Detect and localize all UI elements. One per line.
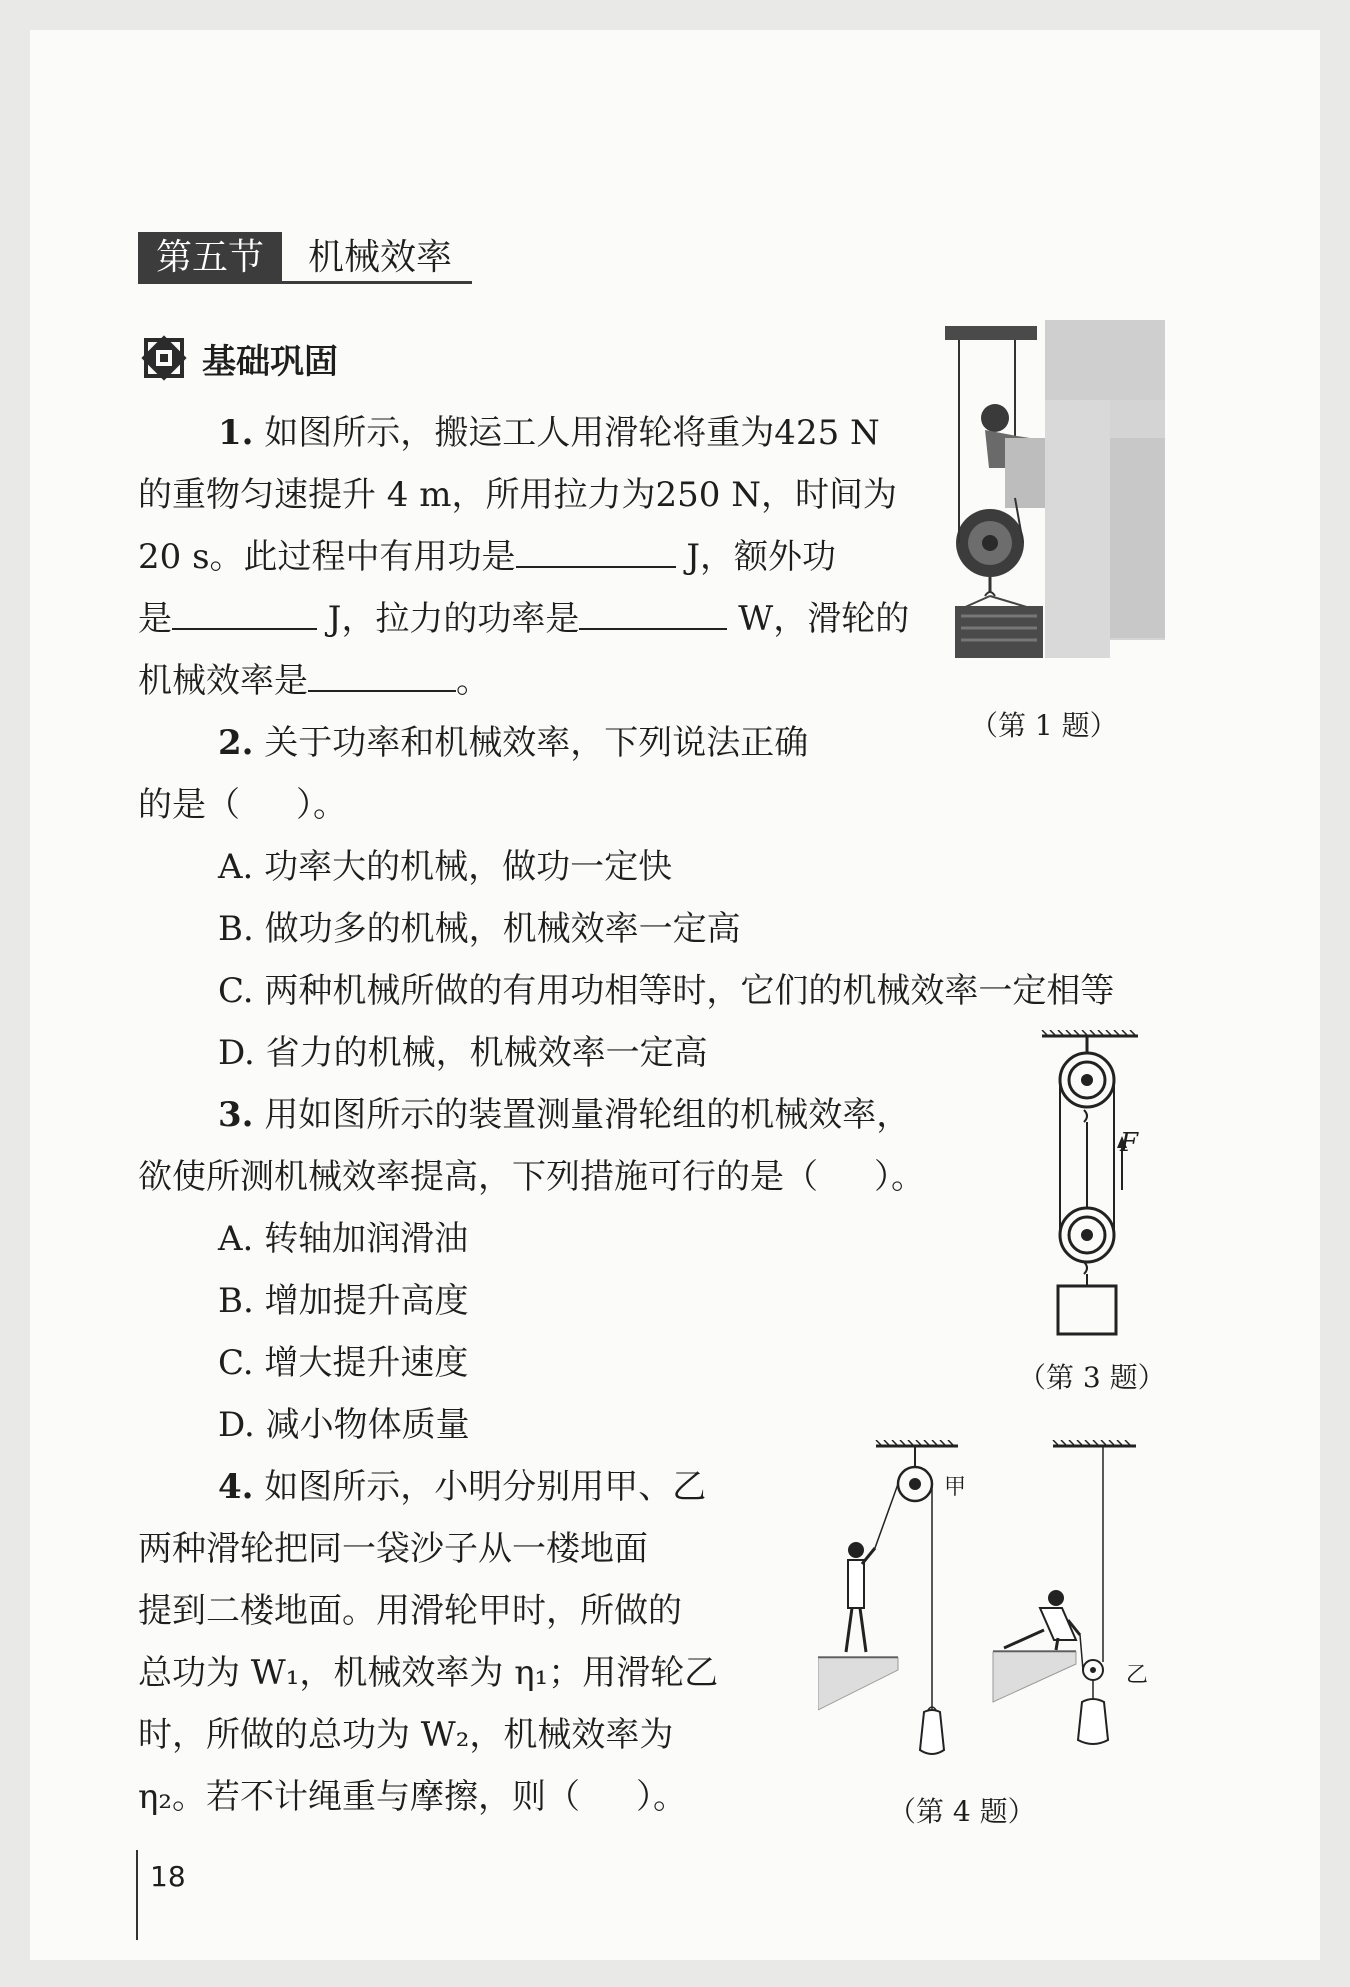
q1-blank-useful-work[interactable] xyxy=(516,536,676,568)
section-heading xyxy=(138,232,472,284)
ornament-icon xyxy=(138,332,190,384)
q3-option-a: A. 转轴加润滑油 xyxy=(218,1219,469,1259)
subsection-heading xyxy=(138,330,338,386)
q2-option-d: D. 省力的机械，机械效率一定高 xyxy=(218,1033,708,1073)
q4-line-2: 两种滑轮把同一袋沙子从一楼地面 xyxy=(138,1529,648,1569)
q3-line-1 xyxy=(218,1084,910,1146)
q4-line-1 xyxy=(218,1456,706,1518)
q4-line-6 xyxy=(138,1766,687,1828)
q2-option-c: C. 两种机械所做的有用功相等时，它们的机械效率一定相等 xyxy=(218,971,1115,1011)
q2-option-b: B. 做功多的机械，机械效率一定高 xyxy=(218,909,741,949)
q4-line-3: 提到二楼地面。用滑轮甲时，所做的 xyxy=(138,1591,682,1631)
q3-line-2 xyxy=(138,1146,925,1208)
q3-option-b: B. 增加提升高度 xyxy=(218,1281,469,1321)
q1-line-3 xyxy=(138,526,836,588)
q1-blank-extra-work[interactable] xyxy=(172,598,317,630)
section-label: 第五节 xyxy=(138,232,282,284)
q2-line-1 xyxy=(218,712,808,774)
q3-option-c: C. 增大提升速度 xyxy=(218,1343,469,1383)
q4-line-5: 时，所做的总功为 W₂，机械效率为 xyxy=(138,1715,674,1755)
q3-figure-pulley-block xyxy=(1040,1030,1140,1350)
q1-text-4a: 是 xyxy=(138,599,172,639)
q4-caption: （第 4 题） xyxy=(888,1795,1036,1828)
subsection-title: 基础巩固 xyxy=(202,341,338,382)
q2-text-2a: 的是（ xyxy=(138,785,240,825)
q2-line-2 xyxy=(138,774,347,836)
q3-caption: （第 3 题） xyxy=(1018,1361,1166,1394)
page-number: 18 xyxy=(150,1860,186,1893)
q1-text-4b: J，拉力的功率是 xyxy=(317,599,580,639)
q2-text-2b: ）。 xyxy=(296,785,347,825)
q1-text-5b: 。 xyxy=(456,661,490,701)
q1-line-1 xyxy=(218,402,880,464)
q1-line-2: 的重物匀速提升 4 m，所用拉力为250 N，时间为 xyxy=(138,475,897,515)
q4-text-6a: η₂。若不计绳重与摩擦，则（ xyxy=(138,1777,580,1817)
q2-option-a: A. 功率大的机械，做功一定快 xyxy=(218,847,673,887)
q3-text-2a: 欲使所测机械效率提高，下列措施可行的是（ xyxy=(138,1157,818,1197)
q1-text-4c: W，滑轮的 xyxy=(727,599,910,639)
q4-text-1: 如图所示，小明分别用甲、乙 xyxy=(264,1467,707,1507)
q4-label-yi: 乙 xyxy=(1126,1663,1149,1688)
q4-number: 4. xyxy=(218,1467,254,1507)
q4-label-jia: 甲 xyxy=(944,1475,967,1500)
q1-blank-power[interactable] xyxy=(579,598,727,630)
q1-line-4 xyxy=(138,588,909,650)
page-number-bar xyxy=(136,1850,138,1940)
q3-text-1: 用如图所示的装置测量滑轮组的机械效率， xyxy=(264,1095,911,1135)
q1-blank-efficiency[interactable] xyxy=(308,660,456,692)
section-title: 机械效率 xyxy=(282,232,472,284)
q1-figure-pulley-worker xyxy=(945,318,1170,658)
q4-line-4: 总功为 W₁，机械效率为 η₁；用滑轮乙 xyxy=(138,1653,719,1693)
q2-text-1: 关于功率和机械效率，下列说法正确 xyxy=(264,723,809,763)
q1-caption: （第 1 题） xyxy=(970,709,1118,742)
q1-text-3b: J，额外功 xyxy=(675,537,836,577)
q3-number: 3. xyxy=(218,1095,254,1135)
q2-number: 2. xyxy=(218,723,254,763)
q3-text-2b: ）。 xyxy=(874,1157,925,1197)
q1-number: 1. xyxy=(218,413,254,453)
q4-figure-two-pulleys xyxy=(818,1440,1168,1770)
q3-force-label: F xyxy=(1120,1128,1139,1158)
q1-text-5a: 机械效率是 xyxy=(138,661,308,701)
q1-text-1: 如图所示，搬运工人用滑轮将重为425 N xyxy=(264,413,880,453)
q3-option-d: D. 减小物体质量 xyxy=(218,1405,470,1445)
q1-line-5 xyxy=(138,650,490,712)
q4-text-6b: ）。 xyxy=(636,1777,687,1817)
q1-text-3a: 20 s。此过程中有用功是 xyxy=(138,537,516,577)
